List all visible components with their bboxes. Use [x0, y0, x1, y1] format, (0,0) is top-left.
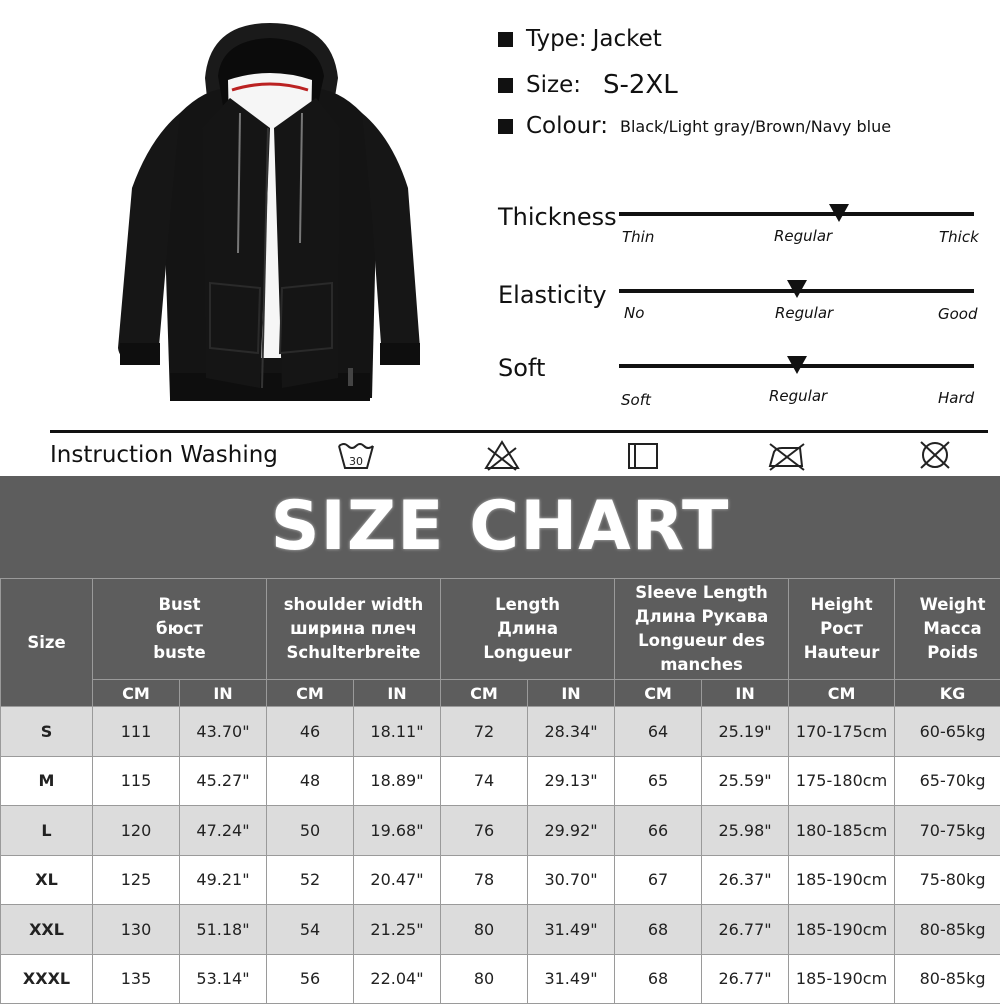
table-cell: 20.47" — [354, 855, 441, 905]
scale-marker-icon — [829, 204, 849, 222]
table-cell: 54 — [267, 905, 354, 955]
header-length: Length Длина Longueur — [441, 579, 615, 680]
header-height: Height Рост Hauteur — [789, 579, 895, 680]
spec-size-value: S-2XL — [603, 70, 678, 100]
table-cell: 47.24" — [180, 806, 267, 856]
table-cell: 19.68" — [354, 806, 441, 856]
header-size: Size — [1, 579, 93, 707]
table-cell: 28.34" — [528, 707, 615, 757]
scale-min-label: Thin — [622, 228, 654, 246]
scale-mid-label: Regular — [774, 227, 832, 245]
wash-temp: 30 — [349, 455, 363, 468]
table-row — [1, 707, 1000, 757]
size-cell: S — [1, 707, 93, 757]
product-info-panel — [0, 0, 1000, 476]
table-cell: 29.92" — [528, 806, 615, 856]
table-cell: 135 — [93, 954, 180, 1004]
table-cell: 78 — [441, 855, 528, 905]
table-cell: 70-75kg — [895, 806, 1000, 856]
scale-label: Elasticity — [498, 281, 607, 309]
table-cell: 31.49" — [528, 905, 615, 955]
table-cell: 25.98" — [702, 806, 789, 856]
spec-colour — [498, 113, 891, 139]
scale-max-label: Good — [938, 305, 978, 323]
table-cell: 64 — [615, 707, 702, 757]
table-cell: 46 — [267, 707, 354, 757]
size-chart-body — [1, 707, 1000, 1004]
spec-size-label: Size: — [526, 72, 581, 98]
table-cell: 170-175cm — [789, 707, 895, 757]
bullet-square-icon — [498, 32, 513, 47]
table-row — [1, 806, 1000, 856]
unit-cell: CM — [615, 680, 702, 707]
spec-colour-label: Colour: — [526, 113, 608, 139]
table-cell: 48 — [267, 756, 354, 806]
spec-type-value: Jacket — [593, 26, 662, 52]
table-cell: 51.18" — [180, 905, 267, 955]
no-bleach-icon — [482, 438, 522, 472]
unit-cell: CM — [267, 680, 354, 707]
bullet-square-icon — [498, 119, 513, 134]
table-cell: 25.59" — [702, 756, 789, 806]
table-cell: 80 — [441, 954, 528, 1004]
scale-min-label: Soft — [621, 391, 651, 409]
table-cell: 68 — [615, 905, 702, 955]
table-cell: 50 — [267, 806, 354, 856]
table-cell: 125 — [93, 855, 180, 905]
table-cell: 175-180cm — [789, 756, 895, 806]
unit-cell: IN — [354, 680, 441, 707]
table-cell: 43.70" — [180, 707, 267, 757]
wash-30-icon — [336, 438, 376, 472]
spec-size — [498, 70, 678, 100]
table-cell: 30.70" — [528, 855, 615, 905]
table-cell: 18.11" — [354, 707, 441, 757]
jacket-product-image — [110, 18, 430, 418]
scale-mid-label: Regular — [769, 387, 827, 405]
table-cell: 53.14" — [180, 954, 267, 1004]
table-cell: 22.04" — [354, 954, 441, 1004]
unit-cell: CM — [441, 680, 528, 707]
table-cell: 45.27" — [180, 756, 267, 806]
no-tumble-dry-icon — [915, 438, 955, 472]
table-cell: 67 — [615, 855, 702, 905]
scale-max-label: Thick — [939, 228, 979, 246]
header-sleeve: Sleeve Length Длина Рукава Longueur des manches — [615, 579, 789, 680]
table-cell: 80 — [441, 905, 528, 955]
scale-marker-icon — [787, 280, 807, 298]
header-bust: Bust бюст buste — [93, 579, 267, 680]
table-cell: 185-190cm — [789, 905, 895, 955]
table-cell: 120 — [93, 806, 180, 856]
table-cell: 80-85kg — [895, 954, 1000, 1004]
size-cell: XXXL — [1, 954, 93, 1004]
table-cell: 60-65kg — [895, 707, 1000, 757]
size-chart-title: SIZE CHART — [0, 476, 1000, 576]
table-cell: 49.21" — [180, 855, 267, 905]
table-cell: 26.37" — [702, 855, 789, 905]
unit-cell: CM — [789, 680, 895, 707]
table-cell: 52 — [267, 855, 354, 905]
scale-label: Soft — [498, 354, 545, 382]
table-cell: 80-85kg — [895, 905, 1000, 955]
unit-cell: IN — [528, 680, 615, 707]
size-cell: M — [1, 756, 93, 806]
size-cell: XL — [1, 855, 93, 905]
table-cell: 21.25" — [354, 905, 441, 955]
table-cell: 111 — [93, 707, 180, 757]
table-cell: 185-190cm — [789, 855, 895, 905]
scale-marker-icon — [787, 356, 807, 374]
table-cell: 65 — [615, 756, 702, 806]
table-cell: 56 — [267, 954, 354, 1004]
table-cell: 26.77" — [702, 954, 789, 1004]
table-row — [1, 855, 1000, 905]
scale-mid-label: Regular — [775, 304, 833, 322]
table-cell: 180-185cm — [789, 806, 895, 856]
table-header-row — [1, 579, 1000, 680]
table-cell: 65-70kg — [895, 756, 1000, 806]
table-cell: 74 — [441, 756, 528, 806]
spec-type-label: Type: — [526, 26, 587, 52]
scale-label: Thickness — [498, 203, 617, 231]
table-cell: 25.19" — [702, 707, 789, 757]
unit-cell: IN — [180, 680, 267, 707]
units-row — [1, 680, 1000, 707]
scale-line — [619, 212, 974, 216]
washing-label: Instruction Washing — [50, 442, 278, 468]
table-cell: 130 — [93, 905, 180, 955]
drip-dry-icon — [623, 438, 663, 472]
table-cell: 75-80kg — [895, 855, 1000, 905]
table-cell: 66 — [615, 806, 702, 856]
scale-max-label: Hard — [938, 389, 974, 407]
table-cell: 18.89" — [354, 756, 441, 806]
table-cell: 72 — [441, 707, 528, 757]
header-weight: Weight Масса Poids — [895, 579, 1000, 680]
thickness-scale — [498, 198, 978, 268]
unit-cell: KG — [895, 680, 1000, 707]
no-iron-icon — [766, 438, 806, 472]
unit-cell: CM — [93, 680, 180, 707]
size-cell: L — [1, 806, 93, 856]
table-cell: 185-190cm — [789, 954, 895, 1004]
table-cell: 76 — [441, 806, 528, 856]
table-cell: 115 — [93, 756, 180, 806]
table-row — [1, 756, 1000, 806]
table-row — [1, 905, 1000, 955]
spec-type — [498, 26, 662, 52]
unit-cell: IN — [702, 680, 789, 707]
table-cell: 68 — [615, 954, 702, 1004]
table-cell: 31.49" — [528, 954, 615, 1004]
scale-min-label: No — [624, 304, 644, 322]
bullet-square-icon — [498, 78, 513, 93]
table-row — [1, 954, 1000, 1004]
size-cell: XXL — [1, 905, 93, 955]
header-shoulder: shoulder width ширина плеч Schulterbreite — [267, 579, 441, 680]
table-cell: 29.13" — [528, 756, 615, 806]
table-cell: 26.77" — [702, 905, 789, 955]
elasticity-scale — [498, 276, 978, 346]
divider — [50, 430, 988, 433]
size-chart-table — [0, 578, 1000, 1004]
spec-colour-value: Black/Light gray/Brown/Navy blue — [620, 117, 891, 136]
softness-scale — [498, 350, 978, 420]
